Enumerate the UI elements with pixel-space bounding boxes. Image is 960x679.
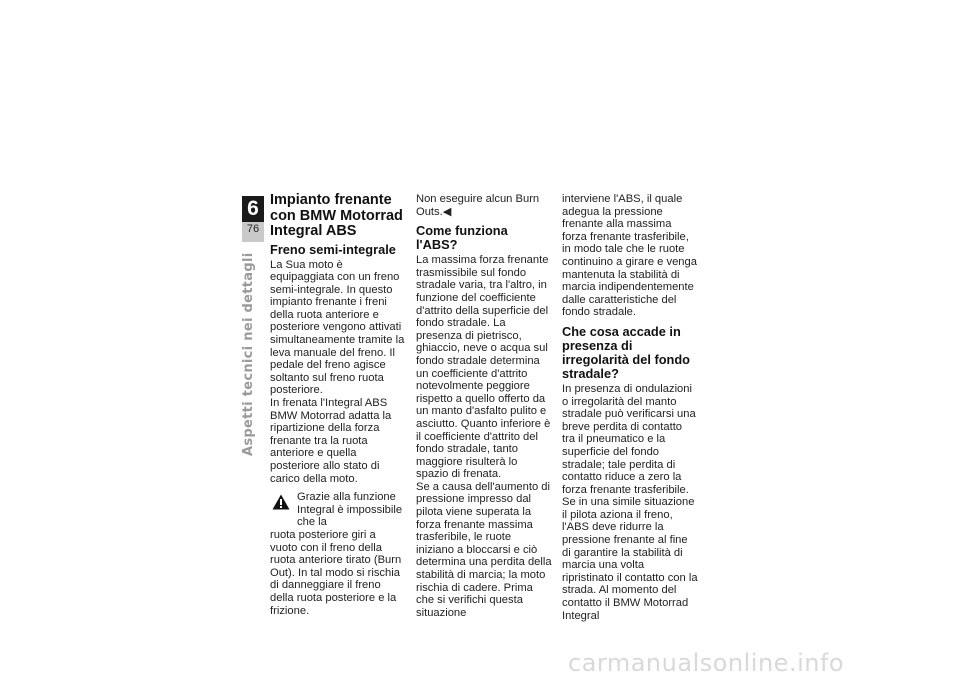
chapter-tab (242, 196, 264, 242)
page-number: 76 (246, 223, 260, 235)
warning-note (270, 491, 406, 617)
paragraph: In presenza di ondulazioni o irregolarità del manto stradale può verificarsi una breve perdita di contatto tra il pneumatico e la superficie del fondo stradale; tale perdita di contatto riduce a zero la forza frenante trasferibile. Se in una simile situazione il pilota aziona il freno, l'ABS deve ridurre la pressione frenante al fine di garantire la stabilità di marcia una volta ripristinato il contatto con la strada. Al momento del contatto il BMW Motorrad Integral (562, 382, 698, 622)
section-heading-road-irregularities: Che cosa accade in presenza di irregolarità del fondo stradale? (562, 323, 690, 381)
warning-text: ruota posteriore giri a vuoto con il freno della ruota anteriore tirato (Burn Out). In tal modo si rischia di danneggiare il freno della ruota posteriore e la frizione. (270, 528, 402, 617)
column-1 (270, 193, 406, 617)
paragraph: Se a causa dell'aumento di pressione impresso dal pilota viene superata la forza frenante massima trasferibile, le ruote iniziano a bloccarsi e ciò determina una perdita della stabilità di marcia; la moto rischia di cadere. Prima che si verifichi questa situazione (416, 480, 552, 619)
chapter-title-vertical: Aspetti tecnici nei dettagli (241, 252, 256, 456)
subheading-semi-integral: Freno semi-integrale (270, 241, 396, 257)
paragraph: Non eseguire alcun Burn Outs.◀ (416, 193, 540, 218)
paragraph: In frenata l'Integral ABS BMW Motorrad adatta la ripartizione della forza frenante tra la ruota anteriore e quella posteriore allo stato di carico della moto. (270, 397, 392, 485)
column-3 (562, 193, 698, 622)
watermark: carmanualsonline.info (568, 649, 845, 677)
section-heading-how-abs-works: Come funziona l'ABS? (416, 223, 508, 253)
column-2 (416, 193, 552, 619)
warning-triangle-icon (272, 494, 290, 510)
paragraph: interviene l'ABS, il quale adegua la pressione frenante alla massima forza frenante trasferibile, in modo tale che le ruote continuino a girare e venga mantenuta la stabilità di marcia indipendentemente dalle caratteristiche del fondo stradale. (562, 193, 697, 319)
chapter-number: 6 (242, 196, 264, 222)
warning-lead-text: Grazie alla funzione Integral è impossibile che la (297, 491, 403, 529)
section-heading-abs: Impianto frenante con BMW Motorrad Integral ABS (270, 192, 403, 239)
paragraph: La Sua moto è equipaggiata con un freno semi-integrale. In questo impianto frenante i freni della ruota anteriore e posteriore vengono attivati simultaneamente tramite la leva manuale del freno. Il pedale del freno agisce soltanto sul freno ruota posteriore. (270, 258, 405, 397)
paragraph: La massima forza frenante trasmissibile sul fondo stradale varia, tra l'altro, in funzione del coefficiente d'attrito della superficie del fondo stradale. La presenza di pietrisco, ghiaccio, neve o acqua sul fondo stradale determina un coefficiente d'attrito notevolmente peggiore rispetto a quello offerto da un manto d'asfalto pulito e asciutto. Quanto inferiore è il coefficiente d'attrito del fondo stradale, tanto maggiore risulterà lo spazio di frenata. (416, 254, 551, 481)
